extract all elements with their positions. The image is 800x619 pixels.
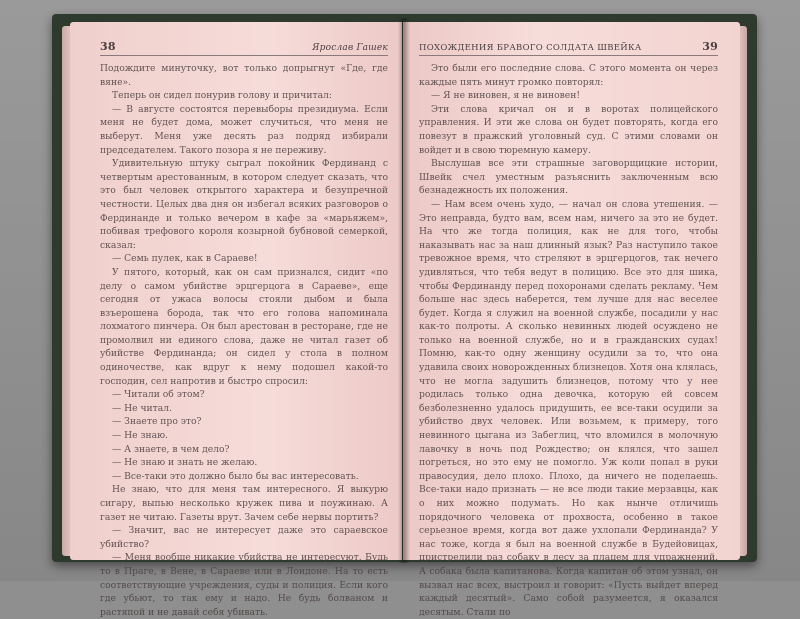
paragraph: — Не знаю и знать не желаю. bbox=[112, 457, 258, 469]
paragraph: У пятого, который, как он сам признался, сидит «по делу о самом убийстве эрцгерцога в Сараеве», еще сегодня от ужаса волосы стояли дыбом и была взъерошена борода, так что его голова напоминала лохматого пинчера. Он был арестован в ресторане, где не промолвил ни единого слова, даже не читал газет об убийстве Фердинанда; он сидел у стола в полном одиночестве, как вдруг к нему подошел какой-то господин, сел напротив и быстро спросил: bbox=[100, 266, 388, 387]
paragraph: — В августе состоятся перевыборы президиума. Если меня не будет дома, может случиться, что меня не выберут. Меня уже десять раз подряд избирали председателем. Такого позора я не переживу. bbox=[100, 103, 388, 156]
paragraph: — Нам всем очень худо, — начал он слова утешения. — Это неправда, будто вам, всем нам, ничего за это не будет. На что же тогда полиция, как не для того, чтобы наказывать нас за наш длинный язык? Раз наступило такое тревожное время, что стреляют в эрцгерцогов, так нечего удивляться, что тебя ведут в полицию. Все это для шика, чтобы Фердинанду перед похоронами сделать рекламу. Чем больше нас здесь наберется, тем лучше для нас веселее будет. Когда я служил на военной службе, посадили у нас как-то полроты. А сколько невинных людей осуждено не только на военной службе, но и в гражданских судах! Помню, как-то одну женщину осудили за то, что она удавила своих новорожденных близнецов. Хотя она клялась, что не могла задушить близнецов, потому что у нее родилась только одна девочка, которую ей совсем безболезненно удалось придушить, ее все-таки осудили за убийство двух человек. Или возьмем, к примеру, того невинного цыгана из Забеглиц, что вломился в молочную лавочку в ночь под Рождество; он клялся, что зашел погреться, но это ему не помогло. Уж коли попал в руки правосудия, дело плохо. Плохо, да ничего не поделаешь. Все-таки надо признать — не все люди такие мерзавцы, как о них можно подумать. Но как нынче отличишь порядочного человека от прохвоста, особенно в такое серьезное время, когда вот даже ухлопали Фердинанда? У нас тоже, когда я был на военной службе в Будейовицах, пристрелили раз собаку в лесу за плацем для упражнений. А собака была капитанова. Когда капитан об этом узнал, он вызвал нас всех, выстроил и говорит: «Пусть выйдет вперед каждый десятый». Само собой разумеется, я оказался десятым. Стали по bbox=[419, 198, 718, 618]
paragraph: Теперь он сидел понурив голову и причитал: bbox=[112, 90, 332, 102]
paragraph: Это были его последние слова. С этого момента он через каждые пять минут громко повторял: bbox=[419, 63, 718, 88]
paragraph: — Все-таки это должно было бы вас интересовать. bbox=[112, 470, 359, 482]
left-page-text bbox=[100, 62, 388, 619]
paragraph: — Читали об этом? bbox=[112, 389, 205, 401]
right-page-text bbox=[419, 62, 718, 619]
right-page-number: 39 bbox=[702, 40, 718, 53]
paragraph: Эти слова кричал он и в воротах полицейского управления. И эти же слова он будет повторять, когда его повезут в пражский уголовный суд. С этими словами он войдет и в свою тюремную камеру. bbox=[419, 103, 718, 156]
paragraph: — Не читал. bbox=[112, 402, 172, 414]
paragraph: — Семь пулек, как в Сараеве! bbox=[112, 253, 258, 265]
book-spine-shadow bbox=[398, 18, 410, 563]
paragraph: — А знаете, в чем дело? bbox=[112, 443, 230, 455]
paragraph: — Я не виновен, я не виновен! bbox=[431, 90, 581, 102]
paragraph: Удивительную штуку сыграл покойник Фердинанд с четвертым арестованным, в котором следует сказать, что это был человек открытого характера и безупречной честности. Целых два дня он избегал всяких разговоров о Фердинанде и только вечером в кафе за «марьяжем», побивая трефового короля козырной бубновой семеркой, сказал: bbox=[100, 158, 388, 251]
paragraph: Подождите минуточку, вот только допрыгнут «Где, где вяне». bbox=[100, 63, 388, 88]
left-page bbox=[70, 22, 402, 618]
left-page-header bbox=[100, 40, 388, 56]
right-page-header bbox=[419, 40, 718, 56]
paragraph: — Значит, вас не интересует даже это сараевское убийство? bbox=[100, 525, 388, 550]
paragraph: Выслушав все эти страшные заговорщицкие истории, Швейк счел уместным разъяснить заключенным всю безнадежность их положения. bbox=[419, 158, 718, 197]
paragraph: — Не знаю. bbox=[112, 430, 169, 442]
left-running-head: Ярослав Гашек bbox=[312, 43, 388, 53]
paragraph: — Меня вообще никакие убийства не интересуют. Будь то в Праге, в Вене, в Сараеве или в Лондоне. На то есть соответствующие учреждения, суды и полиция. Если кого где убьют, то так ему и надо. Не будь болваном и растяпой и не давай себя убивать. bbox=[100, 552, 388, 618]
left-page-number: 38 bbox=[100, 40, 116, 53]
right-page bbox=[403, 22, 740, 618]
right-running-head: ПОХОЖДЕНИЯ БРАВОГО СОЛДАТА ШВЕЙКА bbox=[419, 43, 642, 53]
paragraph: — Знаете про это? bbox=[112, 416, 202, 428]
paragraph: Не знаю, что для меня там интересного. Я выкурю сигару, выпью несколько кружек пива и поужинаю. А газет не читаю. Газеты врут. Зачем себе нервы портить? bbox=[100, 484, 388, 523]
